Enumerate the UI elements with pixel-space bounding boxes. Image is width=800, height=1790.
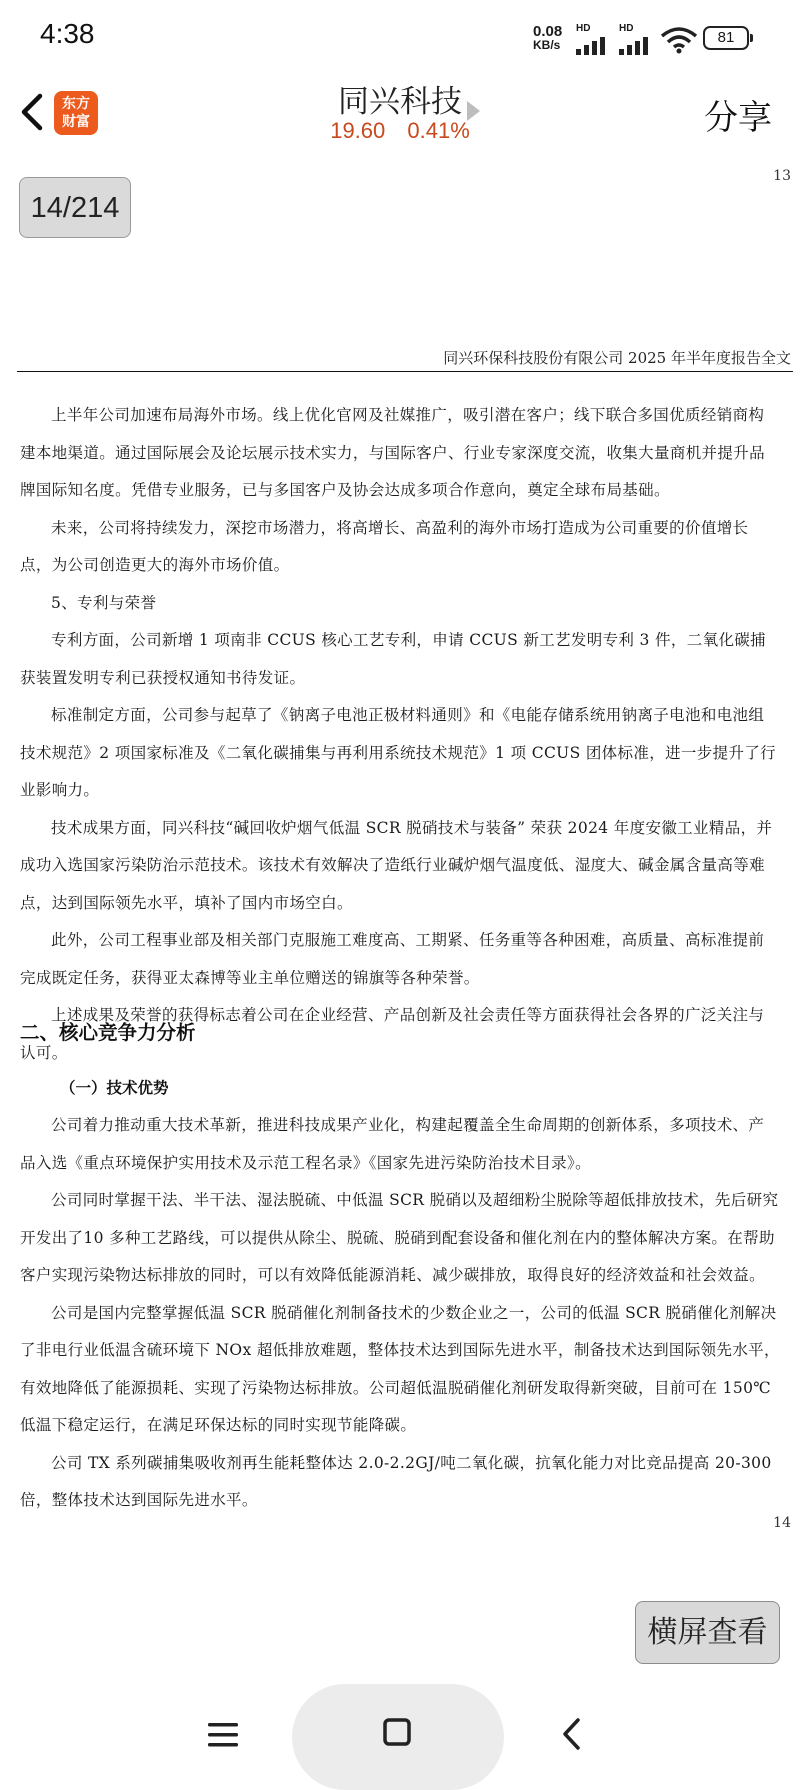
paragraph: 标准制定方面，公司参与起草了《钠离子电池正极材料通则》和《电能存储系统用钠离子电池和电池组技术规范》2 项国家标准及《二氧化碳捕集与再利用系统技术规范》1 项 CCUS 团体标准，进一步提升了行业影响力。 [20,706,777,799]
stock-price: 19.60 [330,118,386,143]
paragraph: 未来，公司将持续发力，深挖市场潜力，将高增长、高盈利的海外市场打造成为公司重要的价值增长点，为公司创造更大的海外市场价值。 [20,518,749,574]
paragraph: 公司同时掌握干法、半干法、湿法脱硫、中低温 SCR 脱硝以及超细粉尘脱除等超低排放技术，先后研究开发出了10 多种工艺路线，可以提供从除尘、脱硫、脱硝到配套设备和催化剂在内的整体解决方案。在帮助客户实现污染物达标排放的同时，可以有效降低能源消耗、减少碳排放，取得良好的经济效益和社会效益。 [20,1191,779,1284]
subheading-patents: 5、专利与荣誉 [51,593,157,612]
home-square-icon[interactable] [383,1718,411,1746]
eastmoney-logo [54,91,98,135]
document-body-upper [20,397,780,1072]
subsection-heading: （一）技术优势 [60,1079,169,1097]
status-bar [0,0,800,70]
menu-icon[interactable] [208,1722,238,1748]
clock: 4:38 [40,18,95,49]
cellular-signal-2-icon [619,24,655,60]
paragraph: 公司着力推动重大技术革新，推进科技成果产业化，构建起覆盖全生命周期的创新体系，多项技术、产品入选《重点环境保护实用技术及示范工程名录》《国家先进污染防治技术目录》。 [20,1116,765,1172]
stock-quote [296,118,504,144]
document-body-lower [20,1107,780,1520]
header-divider [17,371,793,372]
network-speed-value: 0.08 [533,23,563,40]
hd-label-1: HD [576,23,591,34]
nav-back-icon[interactable] [560,1716,584,1752]
logo-line-2: 财富 [62,114,90,130]
share-button[interactable]: 分享 [704,98,772,138]
paragraph: 上述成果及荣誉的获得标志着公司在企业经营、产品创新及社会责任等方面获得社会各界的广泛关注与认可。 [20,1006,765,1062]
network-speed [533,24,573,51]
cellular-signal-1-icon [576,24,612,60]
wifi-icon [660,26,698,54]
back-arrow-icon[interactable] [14,90,50,134]
battery-indicator: 81 [703,26,749,50]
page-number-bottom: 14 [773,1515,791,1531]
paragraph: 专利方面，公司新增 1 项南非 CCUS 核心工艺专利，申请 CCUS 新工艺发明专利 3 件，二氧化碳捕获装置发明专利已获授权通知书待发证。 [20,631,766,687]
paragraph: 此外，公司工程事业部及相关部门克服施工难度高、工期紧、任务重等各种困难，高质量、高标准提前完成既定任务，获得亚太森博等业主单位赠送的锦旗等各种荣誉。 [20,931,765,987]
page-number-top: 13 [773,168,791,184]
hd-label-2: HD [619,23,634,34]
paragraph: 技术成果方面，同兴科技“碱回收炉烟气低温 SCR 脱硝技术与装备” 荣获 2024 年度安徽工业精品，并成功入选国家污染防治示范技术。该技术有效解决了造纸行业碱炉烟气温度低、湿度大、碱金属含量高等难点，达到国际领先水平，填补了国内市场空白。 [20,818,773,912]
paragraph: 公司 TX 系列碳捕集吸收剂再生能耗整体达 2.0-2.2GJ/吨二氧化碳，抗氧化能力对比竞品提高 20-300 倍，整体技术达到国际先进水平。 [20,1453,772,1509]
stock-name[interactable]: 同兴科技 [338,84,462,120]
running-header: 同兴环保科技股份有限公司 2025 年半年度报告全文 [443,349,791,367]
paragraph: 公司是国内完整掌握低温 SCR 脱硝催化剂制备技术的少数企业之一，公司的低温 SCR 脱硝催化剂解决了非电行业低温含硫环境下 NOx 超低排放难题，整体技术达到国际先进水平，制备技术达到国际领先水平，有效地降低了能源损耗、实现了污染物达标排放。公司超低温脱硝催化剂研发取得新突破，目前可在 150℃低温下稳定运行，在满足环保达标的同时实现节能降碳。 [20,1303,780,1434]
logo-line-1: 东方 [62,96,90,112]
page-indicator-button[interactable]: 14/214 [19,177,131,238]
network-speed-unit: KB/s [533,38,561,52]
landscape-view-button[interactable]: 横屏查看 [635,1601,780,1664]
expand-triangle-icon[interactable] [467,101,480,121]
section-heading: 二、核心竞争力分析 [20,1021,196,1044]
stock-change-percent: 0.41% [407,118,470,143]
paragraph: 上半年公司加速布局海外市场。线上优化官网及社媒推广，吸引潜在客户；线下联合多国优质经销商构建本地渠道。通过国际展会及论坛展示技术实力，与国际客户、行业专家深度交流，收集大量商机并提升品牌国际知名度。凭借专业服务，已与多国客户及协会达成多项合作意向，奠定全球布局基础。 [20,406,765,499]
